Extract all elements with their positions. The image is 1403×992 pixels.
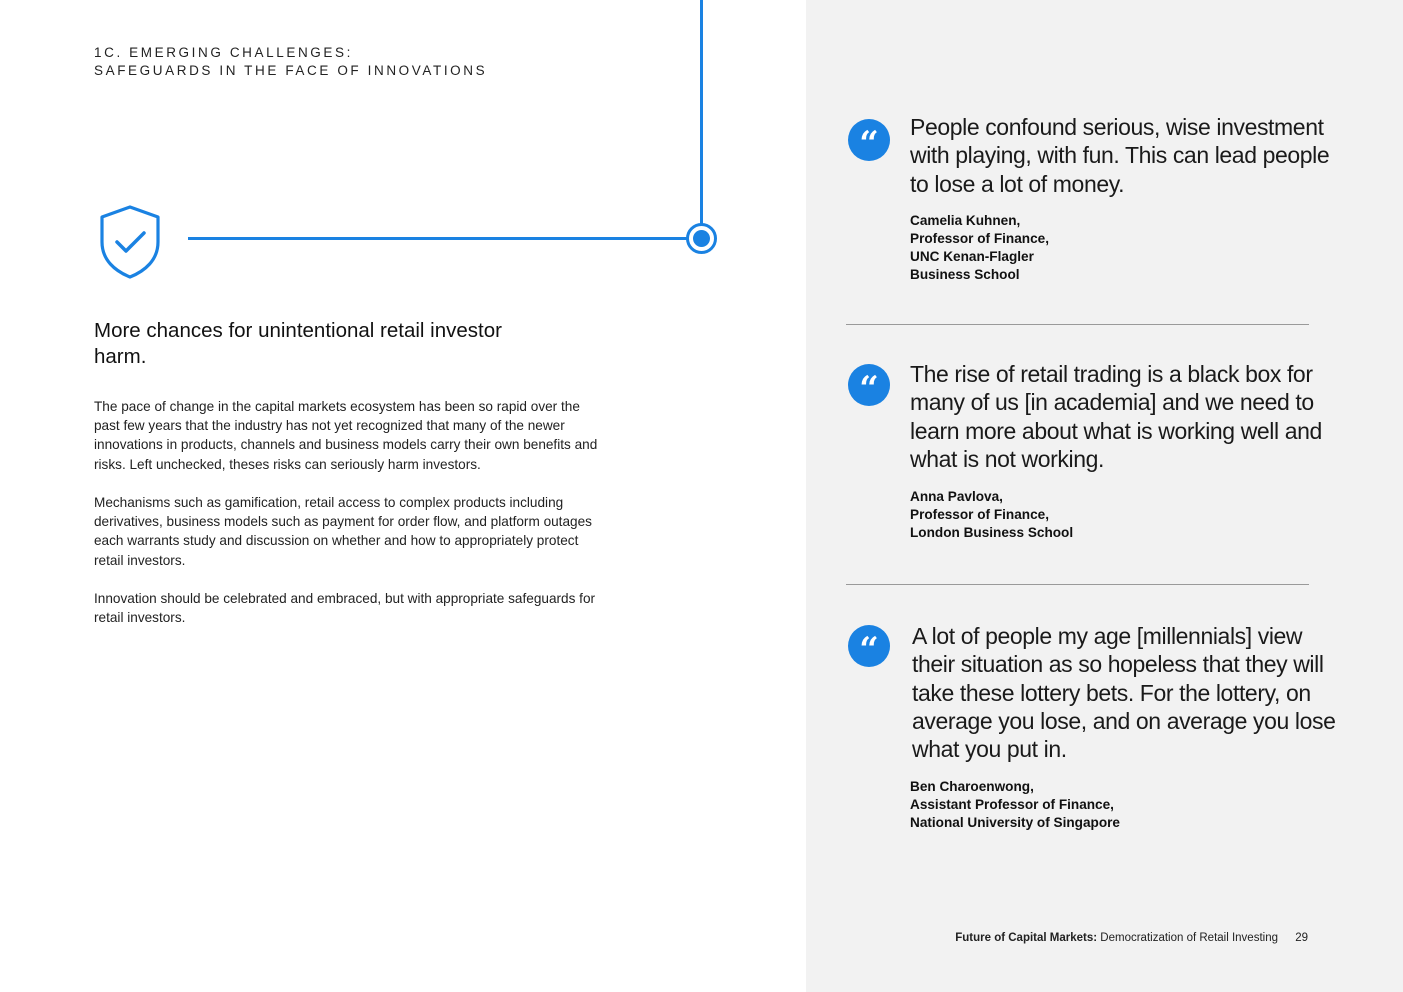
section-label-line-1: 1C. EMERGING CHALLENGES: xyxy=(94,45,353,60)
attribution-line: London Business School xyxy=(910,525,1074,540)
page-footer xyxy=(955,932,1308,944)
connector-horizontal-line xyxy=(188,237,688,240)
attribution-line: National University of Singapore xyxy=(910,815,1120,830)
quote-text: The rise of retail trading is a black box for many of us [in academia] and we need to learn more about what is working well and what is not working. xyxy=(910,361,1322,472)
svg-text:“: “ xyxy=(859,630,879,667)
quote-divider xyxy=(846,324,1309,325)
attribution-line: Camelia Kuhnen, xyxy=(910,213,1021,228)
connector-node xyxy=(686,223,717,254)
shield-check-icon xyxy=(98,204,162,280)
svg-text:“: “ xyxy=(859,369,879,406)
quote-divider xyxy=(846,584,1309,585)
paragraph-2: Mechanisms such as gamification, retail access to complex products including derivatives, business models such as payment for order flow, and platform outages each warrants study and discussion on whether and how to appropriately protect retail investors. xyxy=(94,495,592,568)
section-label-line-2: SAFEGUARDS IN THE FACE OF INNOVATIONS xyxy=(94,63,488,78)
quote-attribution xyxy=(910,488,1330,542)
quote-attribution xyxy=(910,778,1330,832)
footer-title: Future of Capital Markets: xyxy=(955,932,1098,944)
section-heading: More chances for unintentional retail investor harm. xyxy=(94,319,502,368)
quote-mark-icon xyxy=(848,625,890,667)
paragraph-3: Innovation should be celebrated and embraced, but with appropriate safeguards for retail investors. xyxy=(94,591,596,626)
quote-attribution xyxy=(910,212,1330,284)
connector-vertical-line xyxy=(700,0,703,226)
page-number: 29 xyxy=(1295,932,1308,944)
attribution-line: Assistant Professor of Finance, xyxy=(910,797,1114,812)
quote-text: A lot of people my age [millennials] view their situation as so hopeless that they will take these lottery bets. For the lottery, on average you lose, and on average you lose what you put in. xyxy=(912,623,1336,763)
quote-text: People confound serious, wise investment with playing, with fun. This can lead people to lose a lot of money. xyxy=(910,114,1330,197)
attribution-line: Professor of Finance, xyxy=(910,507,1049,522)
section-label xyxy=(94,44,487,80)
svg-text:“: “ xyxy=(859,124,879,161)
footer-subtitle: Democratization of Retail Investing xyxy=(1100,932,1278,944)
paragraph-1: The pace of change in the capital markets ecosystem has been so rapid over the past few years that the industry has not yet recognized that many of the newer innovations in products, channels and business models carry their own benefits and risks. Left unchecked, theses risks can seriously harm investors. xyxy=(94,399,598,472)
quote-mark-icon xyxy=(848,119,890,161)
attribution-line: UNC Kenan-Flagler xyxy=(910,249,1034,264)
attribution-line: Ben Charoenwong, xyxy=(910,779,1034,794)
attribution-line: Professor of Finance, xyxy=(910,231,1049,246)
quote-mark-icon xyxy=(848,364,890,406)
attribution-line: Anna Pavlova, xyxy=(910,489,1003,504)
body-text xyxy=(94,397,604,647)
attribution-line: Business School xyxy=(910,267,1020,282)
